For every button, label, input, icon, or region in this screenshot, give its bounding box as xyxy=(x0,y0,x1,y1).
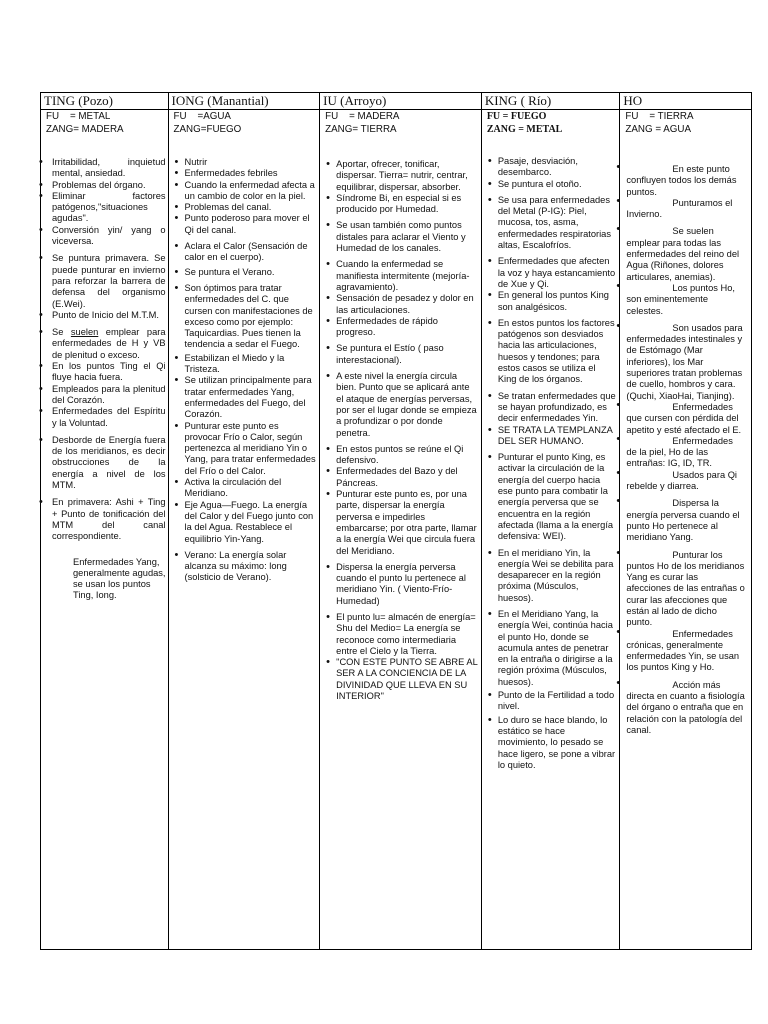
list-item: • Se utilizan principalmente para tratar enfermedades Yang, enfermedades del Fuego, del Corazón. xyxy=(173,375,320,420)
list-item: • Pasaje, desviación, desembarco. xyxy=(486,156,620,179)
list-item: • Son usados para enfermedades intestinales y de Estómago (Mar inferiores), los Mar superiores tratan problemas de cuello, hombros y cara. (Quchi, XiaoHai, Tianjing). xyxy=(620,323,751,402)
list-item: • Cuando la enfermedad se manifiesta intermitente (mejoría- agravamiento). xyxy=(324,259,481,293)
item-list xyxy=(320,136,481,702)
content-row xyxy=(41,110,752,950)
list-item: • Eje Agua—Fuego. La energía del Calor y del Fuego junto con la del Agua. Restablece el equilibrio Yin-Yang. xyxy=(173,500,320,545)
list-item: • SE TRATA LA TEMPLANZA DEL SER HUMANO. xyxy=(486,425,620,448)
list-item: • Dispersa la energía perversa cuando el punto Ho pertenece al meridiano Yang. xyxy=(620,498,751,543)
column-ho xyxy=(620,110,752,950)
list-item: • Sensación de pesadez y dolor en las articulaciones. xyxy=(324,293,481,316)
list-item: • Problemas del órgano. xyxy=(41,180,168,191)
list-item: • Aclara el Calor (Sensación de calor en el cuerpo). xyxy=(173,241,320,264)
column-iong xyxy=(168,110,320,950)
list-item: • Enfermedades que afecten la voz y haya estancamiento de Xue y Qi. xyxy=(486,256,620,290)
list-item: • Enfermedades de rápido progreso. xyxy=(324,316,481,339)
list-item: • Eliminar factores patógenos,"situaciones agudas". xyxy=(41,191,168,225)
item-list xyxy=(169,136,320,584)
list-item: • Desborde de Energía fuera de los meridianos, es decir obstrucciones de la energía a nivel de los MTM. xyxy=(41,435,168,491)
list-item: • Conversión yin/ yang o viceversa. xyxy=(41,225,168,248)
list-item: • En este punto confluyen todos los demás puntos. xyxy=(620,164,751,198)
list-item: • En el meridiano Yin, la energía Wei se debilita para desaparecer en la región próxima (Músculos, huesos). xyxy=(486,548,620,604)
list-item: • Enfermedades que cursen con pérdida del apetito y esté afectado el E. xyxy=(620,402,751,436)
list-item: • Aportar, ofrecer, tonificar, dispersar. Tierra= nutrir, centrar, equilibrar, dispersar, absorber. xyxy=(324,159,481,193)
list-item: • Activa la circulación del Meridiano. xyxy=(173,477,320,500)
list-item: • Se usa para enfermedades del Metal (P-IG): Piel, mucosa, tos, asma, enfermedades respiratorias altas, Escalofríos. xyxy=(486,195,620,251)
column-iu xyxy=(320,110,482,950)
fu-line: FU =AGUA xyxy=(173,111,231,122)
list-item: • Irritabilidad, inquietud mental, ansiedad. xyxy=(41,157,168,180)
list-item: • Punto de la Fertilidad a todo nivel. xyxy=(486,690,620,713)
list-item: • Punto poderoso para mover el Qi del canal. xyxy=(173,213,320,236)
list-item: • Enfermedades crónicas, generalmente enfermedades Yin, se usan los puntos King y Ho. xyxy=(620,629,751,674)
list-item: • Problemas del canal. xyxy=(173,202,320,213)
list-item: • Lo duro se hace blando, lo estático se hace movimiento, lo pesado se hace ligero, se pone a vibrar lo quieto. xyxy=(486,715,620,771)
fu-line: FU = MADERA xyxy=(325,111,400,122)
list-item: • Se usan también como puntos distales para aclarar el Viento y Humedad de los canales. xyxy=(324,220,481,254)
list-item: • Punturar este punto es provocar Frío o Calor, según pertenezca al meridiano Yin o Yang, para tratar enfermedades del Frío o del Calor. xyxy=(173,421,320,477)
list-item: Enfermedades Yang, generalmente agudas, se usan los puntos Ting, Iong. xyxy=(73,556,166,601)
list-item: • En los puntos Ting el Qi fluye hacia fuera. xyxy=(41,361,168,384)
list-item: • En estos puntos se reúne el Qi defensivo. xyxy=(324,444,481,467)
zang-line: ZANG = AGUA xyxy=(625,124,692,135)
list-item: • Dispersa la energía perversa cuando el punto lu pertenece al meridiano Yin. ( Viento-Frío-Humedad) xyxy=(324,562,481,607)
list-item: • Verano: La energía solar alcanza su máximo: long (solsticio de Verano). xyxy=(173,550,320,584)
column-title-king: KING ( Río) xyxy=(481,93,620,110)
list-item: • Usados para Qi rebelde y diarrea. xyxy=(620,470,751,493)
zang-line: ZANG = METAL xyxy=(486,124,563,135)
meridian-points-table xyxy=(40,92,752,950)
list-item: • Se puntura el Verano. xyxy=(173,267,320,278)
list-item: • Se puntura el Estío ( paso interestacional). xyxy=(324,343,481,366)
list-item: • Se suelen emplear para todas las enfermedades del reino del Agua (Riñones, dolores articulares, anemias). xyxy=(620,226,751,282)
list-item: • Punturar el punto King, es activar la circulación de la energía del cuerpo hacia ese punto para combatir la energía perversa que se encuentra en la región afectada (llama a la energía defensiva: WEI). xyxy=(486,452,620,542)
list-item: • Se suelen emplear para enfermedades de H y VB de plenitud o exceso. xyxy=(41,327,168,361)
list-item: • Empleados para la plenitud del Corazón. xyxy=(41,384,168,407)
list-item: • Se tratan enfermedades que se hayan profundizado, es decir enfermedades Yin. xyxy=(486,391,620,425)
item-list xyxy=(620,136,751,736)
list-item: • En estos puntos los factores patógenos son desviados hacia las articulaciones, huesos y tendones; para estos casos se utiliza el King de los órganos. xyxy=(486,318,620,386)
item-list xyxy=(41,136,168,602)
list-item: • Enfermedades del Bazo y del Páncreas. xyxy=(324,466,481,489)
zang-line: ZANG= TIERRA xyxy=(325,124,397,135)
column-title-ho: HO xyxy=(620,93,752,110)
list-item: • Síndrome Bi, en especial si es producido por Humedad. xyxy=(324,193,481,216)
list-item: • Enfermedades de la piel, Ho de las entrañas: IG, ID, TR. xyxy=(620,436,751,470)
column-ting xyxy=(41,110,169,950)
list-item: • Cuando la enfermedad afecta a un cambio de color en la piel. xyxy=(173,180,320,203)
column-title-iong: IONG (Manantial) xyxy=(168,93,320,110)
item-list xyxy=(482,136,620,771)
list-item: • Se puntura primavera. Se puede punturar en invierno para reforzar la barrera de defensa del organismo (E.Wei). xyxy=(41,253,168,309)
list-item: • Punturar este punto es, por una parte, dispersar la energía perversa e impedirles embarcarse; por otra parte, llamar a la energía Wei que circula fuera del Meridiano. xyxy=(324,489,481,557)
list-item: • "CON ESTE PUNTO SE ABRE AL SER A LA CONCIENCIA DE LA DIVINIDAD QUE LLEVA EN SU INTERIOR" xyxy=(324,657,481,702)
list-item: • Nutrir xyxy=(173,157,320,168)
list-item: • Punturamos el Invierno. xyxy=(620,198,751,221)
list-item: • Enfermedades febriles xyxy=(173,168,320,179)
zang-line: ZANG=FUEGO xyxy=(173,124,242,135)
list-item: • Los puntos Ho, son eminentemente celestes. xyxy=(620,283,751,317)
list-item: • Acción más directa en cuanto a fisiología del órgano o entraña que en relación con la patología del canal. xyxy=(620,680,751,736)
fu-line: FU = TIERRA xyxy=(625,111,694,122)
list-item: • Se puntura el otoño. xyxy=(486,179,620,190)
header-row xyxy=(41,93,752,110)
list-item: • En general los puntos King son analgésicos. xyxy=(486,290,620,313)
list-item: • El punto lu= almacén de energía= Shu del Medio= La energía se reconoce como intermediaria entre el Cielo y la Tierra. xyxy=(324,612,481,657)
zang-line: ZANG= MADERA xyxy=(46,124,124,135)
fu-line: FU = FUEGO xyxy=(486,111,547,122)
list-item: • En el Meridiano Yang, la energía Wei, continúa hacia el punto Ho, donde se acumula antes de penetrar en la entraña o dirigirse a la región próxima (Músculos, huesos). xyxy=(486,609,620,688)
list-item: • Punto de Inicio del M.T.M. xyxy=(41,310,168,321)
fu-line: FU = METAL xyxy=(46,111,111,122)
list-item: • Estabilizan el Miedo y la Tristeza. xyxy=(173,353,320,376)
column-title-ting: TING (Pozo) xyxy=(41,93,169,110)
list-item: • Son óptimos para tratar enfermedades del C. que cursen con manifestaciones de exceso como por ejemplo: Taquicardias. Pues tienen la tendencia a sedar el Fuego. xyxy=(173,283,320,351)
list-item: • En primavera: Ashi + Ting + Punto de tonificación del MTM del canal correspondiente. xyxy=(41,497,168,542)
column-title-iu: IU (Arroyo) xyxy=(320,93,482,110)
list-item: • Punturar los puntos Ho de los meridianos Yang es curar las afecciones de las entrañas o curar las afecciones que están al lado de dicho punto. xyxy=(620,550,751,629)
list-item: • Enfermedades del Espíritu y la Voluntad. xyxy=(41,406,168,429)
column-king xyxy=(481,110,620,950)
list-item: • A este nivel la energía circula bien. Punto que se aplicará ante el ataque de energías perversas, por ser el lugar donde se empieza a profundizar o por donde penetra. xyxy=(324,371,481,439)
